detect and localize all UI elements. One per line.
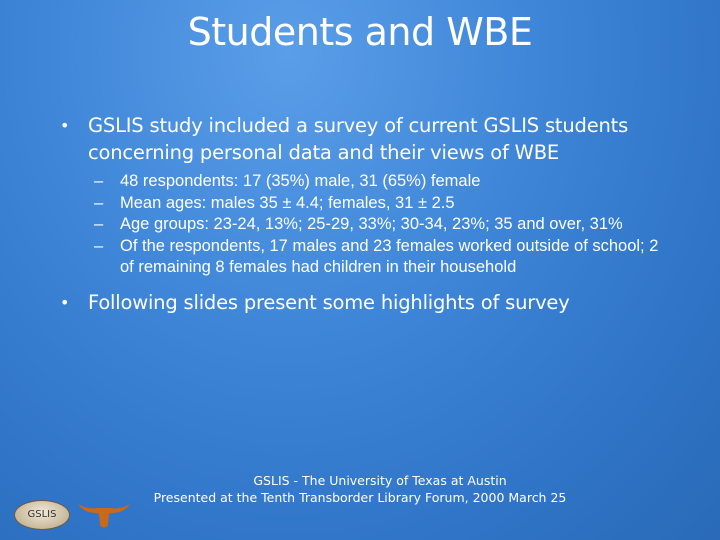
sub-bullet-text: Age groups: 23-24, 13%; 25-29, 33%; 30-34, 23%; 35 and over, 31% (120, 215, 623, 233)
logo-text: GSLIS (27, 509, 57, 520)
sub-bullet-text: Mean ages: males 35 ± 4.4; females, 31 ± 2.5 (120, 193, 455, 212)
sub-bullet-marker: – (94, 236, 104, 255)
sub-bullet-text: 48 respondents: 17 (35%) male, 31 (65%) female (120, 172, 481, 190)
sub-bullet-item (58, 236, 668, 279)
slide-content (58, 112, 668, 316)
footer-line-2: Presented at the Tenth Transborder Library Forum, 2000 March 25 (153, 490, 567, 505)
slide-footer (0, 472, 720, 506)
bullet-item (58, 289, 668, 316)
sub-bullet-marker: – (94, 172, 104, 190)
bullet-item (58, 112, 668, 166)
bullet-text: GSLIS study included a survey of current GSLIS students concerning personal data and their views of WBE (88, 114, 629, 164)
slide-title: Students and WBE (187, 10, 533, 54)
bullet-marker: • (60, 292, 70, 312)
sub-bullet-item (58, 193, 668, 215)
sub-bullet-text: Of the respondents, 17 males and 23 females worked outside of school; 2 of remaining 8 females had children in their household (120, 236, 659, 276)
footer-line-1: GSLIS - The University of Texas at Austin (253, 473, 507, 488)
sub-bullet-list (58, 171, 668, 279)
bullet-text: Following slides present some highlights of survey (88, 290, 570, 314)
sub-bullet-marker: – (94, 215, 104, 233)
sub-bullet-item (58, 171, 668, 193)
sub-bullet-item (58, 214, 668, 236)
bullet-marker: • (60, 116, 70, 135)
sub-bullet-marker: – (94, 193, 104, 212)
